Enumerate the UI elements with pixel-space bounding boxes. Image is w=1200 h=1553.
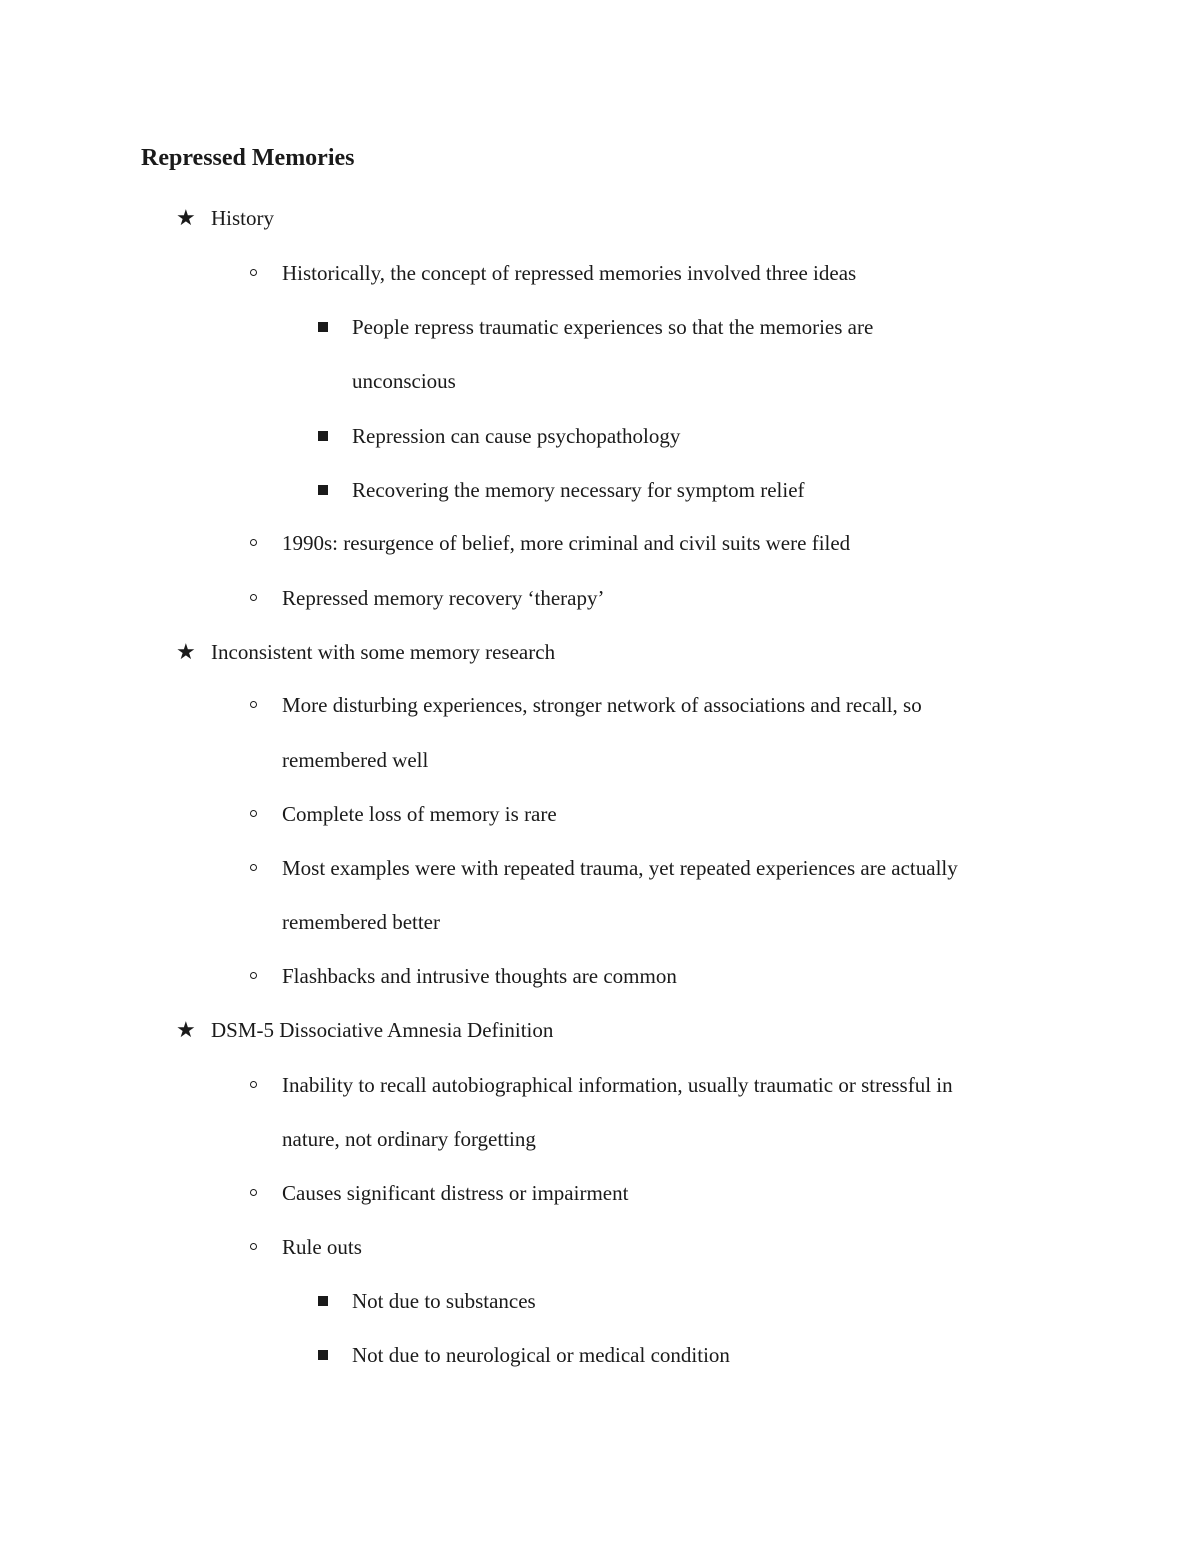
hollow-circle-icon (250, 1189, 257, 1196)
hollow-circle-icon (250, 539, 257, 546)
list-item: Flashbacks and intrusive thoughts are common (282, 964, 677, 988)
hollow-circle-icon (250, 701, 257, 708)
list-item: Rule outs (282, 1235, 362, 1259)
sub-list-item-line: Not due to substances (352, 1289, 536, 1313)
sub-list-item-line: Recovering the memory necessary for symptom relief (352, 478, 805, 502)
hollow-circle-icon (250, 1081, 257, 1088)
list-item-line: remembered better (282, 910, 440, 934)
section-heading-memory-research: Inconsistent with some memory research (211, 640, 556, 664)
list-item-line: Inability to recall autobiographical information, usually traumatic or stressful in (282, 1073, 953, 1097)
list-item-line: More disturbing experiences, stronger network of associations and recall, so (282, 693, 922, 717)
section-heading-history: History (211, 206, 274, 230)
star-icon: ★ (176, 205, 196, 230)
star-icon: ★ (176, 1017, 196, 1042)
list-item-line: remembered well (282, 748, 429, 772)
sub-list-item-line: Not due to neurological or medical condition (352, 1343, 730, 1367)
list-item-line: nature, not ordinary forgetting (282, 1127, 536, 1151)
star-icon: ★ (176, 639, 196, 664)
filled-square-icon (318, 485, 328, 495)
section-heading-dsm5: DSM-5 Dissociative Amnesia Definition (211, 1018, 554, 1042)
list-item: Historically, the concept of repressed memories involved three ideas (282, 261, 857, 285)
sub-list-item-line: People repress traumatic experiences so that the memories are (352, 315, 874, 339)
hollow-circle-icon (250, 864, 257, 871)
sub-list-item-line: Repression can cause psychopathology (352, 424, 681, 448)
filled-square-icon (318, 322, 328, 332)
list-item: Repressed memory recovery ‘therapy’ (282, 586, 605, 610)
hollow-circle-icon (250, 810, 257, 817)
sub-list-item-line: unconscious (352, 369, 456, 393)
list-item: Complete loss of memory is rare (282, 802, 557, 826)
filled-square-icon (318, 1296, 328, 1306)
hollow-circle-icon (250, 972, 257, 979)
filled-square-icon (318, 1350, 328, 1360)
hollow-circle-icon (250, 269, 257, 276)
list-item: 1990s: resurgence of belief, more criminal and civil suits were filed (282, 531, 851, 555)
filled-square-icon (318, 431, 328, 441)
hollow-circle-icon (250, 1243, 257, 1250)
document-title: Repressed Memories (141, 145, 355, 171)
list-item-line: Most examples were with repeated trauma, yet repeated experiences are actually (282, 856, 958, 880)
hollow-circle-icon (250, 594, 257, 601)
list-item: Causes significant distress or impairment (282, 1181, 629, 1205)
